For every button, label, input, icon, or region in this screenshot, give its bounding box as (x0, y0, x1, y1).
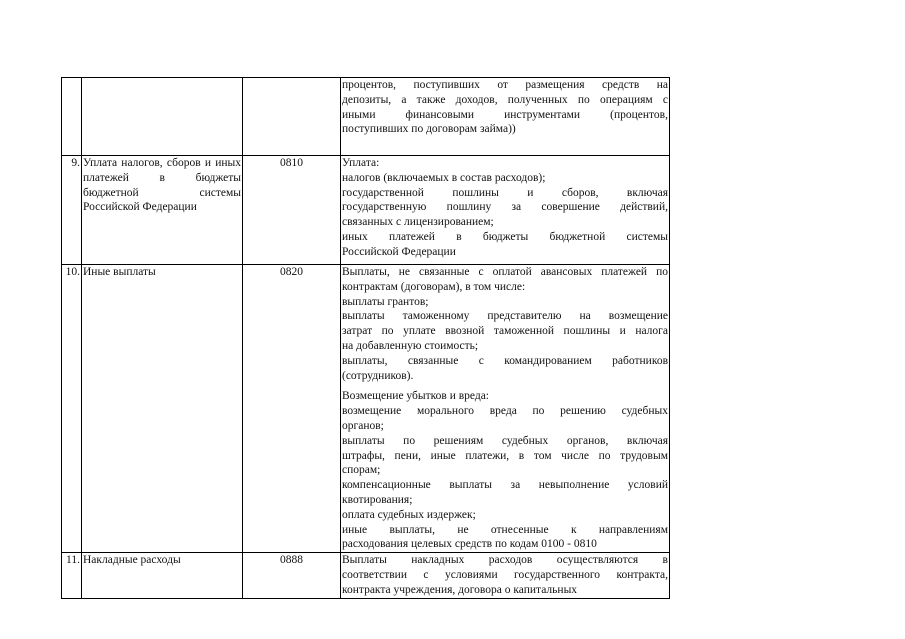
row-number: 11. (62, 553, 82, 598)
row-name: Уплата налогов, сборов и иных платежей в бюджеты бюджетной системы Российской Федерации (82, 156, 243, 265)
row-code: 0810 (243, 156, 341, 265)
description-line: спорам; (342, 464, 381, 477)
description-line: иные выплаты, не отнесенные к направлениям (342, 523, 668, 536)
row-number (62, 78, 82, 156)
description-line: штрафы, пени, иные платежи, в том числе по трудовым (342, 449, 668, 462)
row-description (341, 553, 670, 598)
description-line: иных платежей в бюджеты бюджетной системы (342, 230, 668, 243)
description-line: (сотрудников). (342, 369, 414, 382)
description-line: выплаты таможенному представителю на возмещение (342, 310, 668, 323)
description-line: на добавленную стоимость; (342, 339, 479, 352)
description-line: выплаты, связанные с командированием работников (342, 354, 668, 367)
row-code: 0888 (243, 553, 341, 598)
description-line: контрактам (договорам), в том числе: (342, 280, 526, 293)
description-line: компенсационные выплаты за невыполнение условий (342, 479, 668, 492)
description-line: затрат по уплате ввозной таможенной пошлины и налога (342, 325, 668, 338)
description-line: соответствии с условиями государственного контракта, (342, 568, 668, 581)
table-body (62, 78, 670, 599)
row-number: 10. (62, 265, 82, 553)
description-line: возмещение морального вреда по решению судебных (342, 405, 668, 418)
table-row (62, 265, 670, 553)
table-row (62, 78, 670, 156)
row-name: Иные выплаты (82, 265, 243, 553)
row-description (341, 78, 670, 156)
description-line: поступивших по договорам займа)) (342, 123, 516, 136)
description-line: иными финансовыми инструментами (процентов, (342, 108, 668, 121)
description-line: выплаты грантов; (342, 295, 429, 308)
expense-codes-table (61, 77, 670, 599)
table-row (62, 156, 670, 265)
row-description (341, 156, 670, 265)
description-line: Выплаты, не связанные с оплатой авансовых платежей по (342, 266, 668, 278)
row-description (341, 265, 670, 553)
description-line: Российской Федерации (342, 245, 456, 258)
description-line: депозиты, а также доходов, полученных по операциям с (342, 93, 668, 106)
description-line: государственную пошлину за совершение действий, (342, 201, 668, 214)
description-line: органов; (342, 419, 384, 432)
description-line: оплата судебных издержек; (342, 508, 476, 521)
description-line: квотирования; (342, 493, 413, 506)
description-line: Возмещение убытков и вреда: (342, 390, 490, 403)
row-number: 9. (62, 156, 82, 265)
description-line: Уплата: (342, 157, 380, 169)
description-line: налогов (включаемых в состав расходов); (342, 171, 546, 184)
description-line: Выплаты накладных расходов осуществляются в (342, 554, 668, 567)
row-name (82, 78, 243, 156)
description-line: связанных с лицензированием; (342, 216, 494, 229)
description-line: контракта учреждения, договора о капитальных (342, 583, 578, 596)
table-row (62, 553, 670, 598)
description-line: расходования целевых средств по кодам 0100 - 0810 (342, 538, 597, 551)
row-code: 0820 (243, 265, 341, 553)
description-line: процентов, поступивших от размещения средств на (342, 79, 668, 91)
row-code (243, 78, 341, 156)
row-name: Накладные расходы (82, 553, 243, 598)
description-line: государственной пошлины и сборов, включая (342, 186, 668, 199)
description-line: выплаты по решениям судебных органов, включая (342, 434, 668, 447)
